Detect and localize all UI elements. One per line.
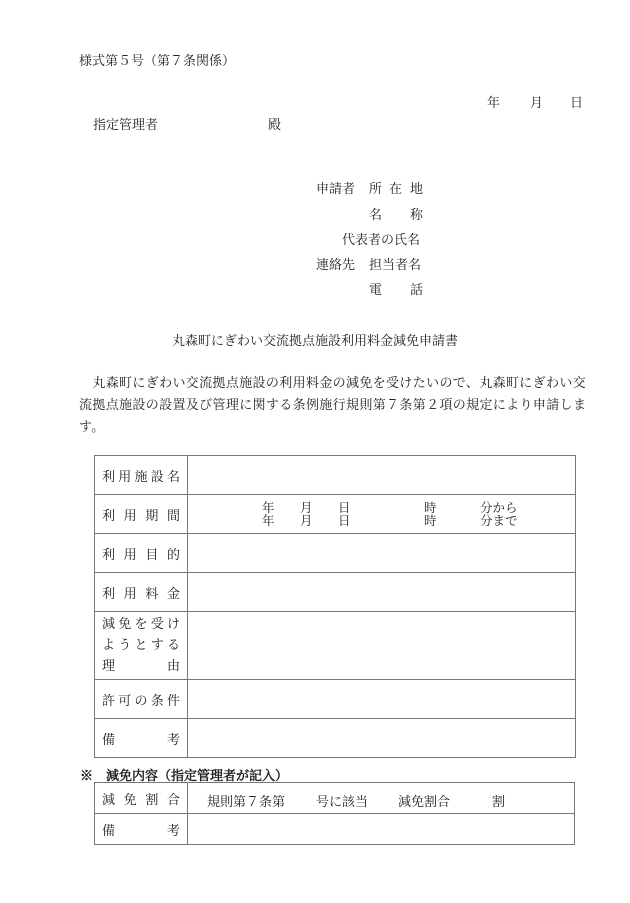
name-label-2: 称 [410, 208, 424, 223]
table-row [95, 573, 576, 612]
application-table [94, 455, 576, 758]
label-char: 考 [166, 732, 180, 748]
label-char: 用 [118, 469, 132, 485]
label-char: 利 [102, 547, 116, 563]
label-char: る [166, 638, 180, 653]
usage-purpose-field[interactable] [188, 534, 576, 573]
label-char: 理 [102, 659, 116, 674]
phone-label-2: 話 [410, 283, 424, 298]
period-from-month: 月 [300, 500, 313, 515]
reduction-rate-unit: 割 [492, 795, 506, 810]
label-char: と [134, 638, 148, 653]
rule-article-text: 規則第７条第 [207, 795, 286, 810]
label-char: 可 [118, 693, 132, 709]
table-row [95, 719, 576, 758]
label-char: 割 [145, 792, 159, 808]
label-char: 件 [166, 693, 180, 709]
period-to-day: 日 [338, 513, 351, 528]
remarks-field[interactable] [188, 719, 576, 758]
label-char: 備 [102, 823, 116, 839]
table-row [95, 783, 575, 814]
label-char: 許 [102, 693, 116, 709]
reduction-rate-field[interactable] [188, 783, 575, 814]
period-from-minute: 分から [480, 500, 518, 515]
reduction-remarks-field[interactable] [188, 814, 575, 845]
label-char: 条 [150, 693, 164, 709]
label-char: 減 [102, 792, 116, 808]
label-char: 利 [102, 508, 116, 524]
label-char: け [166, 617, 180, 632]
table-row [95, 814, 575, 845]
facility-name-field[interactable] [188, 456, 576, 495]
reduction-rate-text: 減免割合 [398, 795, 451, 810]
label-char: 料 [145, 586, 159, 602]
label-char: 用 [123, 508, 137, 524]
label-char: 備 [102, 732, 116, 748]
reduction-table [94, 782, 575, 845]
period-to-minute: 分まで [480, 513, 518, 528]
reduction-rate-label [95, 783, 188, 814]
usage-period-label [95, 495, 188, 534]
phone-label-1: 電 [369, 283, 383, 298]
addressee-honorific: 殿 [268, 118, 282, 133]
label-char: 目 [145, 547, 159, 563]
table-row [95, 495, 576, 534]
label-char: 期 [145, 508, 159, 524]
label-char: よ [102, 638, 116, 653]
label-char: 的 [166, 547, 180, 563]
rule-item-text: 号に該当 [316, 795, 369, 810]
form-number: 様式第５号（第７条関係） [79, 54, 236, 69]
table-row [95, 612, 576, 680]
label-char: 用 [123, 547, 137, 563]
person-in-charge-label: 担当者名 [369, 258, 422, 273]
remarks-label [95, 719, 188, 758]
period-to-month: 月 [300, 513, 313, 528]
label-char: 由 [166, 659, 180, 674]
label-char: 免 [123, 792, 137, 808]
period-from-year: 年 [262, 500, 275, 515]
table-row [95, 680, 576, 719]
date-year: 年 [487, 96, 501, 111]
usage-fee-field[interactable] [188, 573, 576, 612]
usage-purpose-label [95, 534, 188, 573]
label-char: う [118, 638, 132, 653]
name-label-1: 名 [369, 208, 383, 223]
body-text: 丸森町にぎわい交流拠点施設の利用料金の減免を受けたいので、丸森町にぎわい交流拠点施設の設置及び管理に関する条例施行規則第７条第２項の規定により申請します。 [79, 376, 587, 435]
reduction-reason-label [95, 612, 188, 680]
period-from-day: 日 [338, 500, 351, 515]
label-char: 利 [102, 586, 116, 602]
label-char: 金 [166, 586, 180, 602]
label-char: 合 [166, 792, 180, 808]
table-row [95, 534, 576, 573]
permit-conditions-field[interactable] [188, 680, 576, 719]
representative-label: 代表者の氏名 [342, 233, 421, 248]
reduction-reason-field[interactable] [188, 612, 576, 680]
label-char: 考 [166, 823, 180, 839]
facility-name-label [95, 456, 188, 495]
label-char: 利 [102, 469, 116, 485]
label-char: 施 [134, 469, 148, 485]
usage-period-field[interactable] [188, 495, 576, 534]
permit-conditions-label [95, 680, 188, 719]
contact-label: 連絡先 [316, 258, 356, 273]
document-title: 丸森町にぎわい交流拠点施設利用料金減免申請書 [171, 334, 458, 349]
label-char: 減 [102, 617, 116, 632]
period-to-hour: 時 [424, 513, 437, 528]
table-row [95, 456, 576, 495]
period-from-hour: 時 [424, 500, 437, 515]
period-to-year: 年 [262, 513, 275, 528]
label-char: 名 [166, 469, 180, 485]
address-label-1: 所 [369, 182, 383, 197]
label-char: す [150, 638, 164, 653]
usage-fee-label [95, 573, 188, 612]
address-label-3: 地 [410, 182, 424, 197]
addressee-name: 指定管理者 [93, 118, 159, 133]
reduction-remarks-label [95, 814, 188, 845]
applicant-label: 申請者 [316, 182, 356, 197]
label-char: 受 [150, 617, 164, 632]
label-char: 免 [118, 617, 132, 632]
label-char: の [134, 693, 148, 709]
label-char: 用 [123, 586, 137, 602]
label-char: 間 [166, 508, 180, 524]
date-month: 月 [530, 96, 544, 111]
label-char: 設 [150, 469, 164, 485]
reduction-note: ※ 減免内容（指定管理者が記入） [80, 769, 289, 784]
date-day: 日 [570, 96, 584, 111]
address-label-2: 在 [389, 182, 403, 197]
label-char: を [134, 617, 148, 632]
